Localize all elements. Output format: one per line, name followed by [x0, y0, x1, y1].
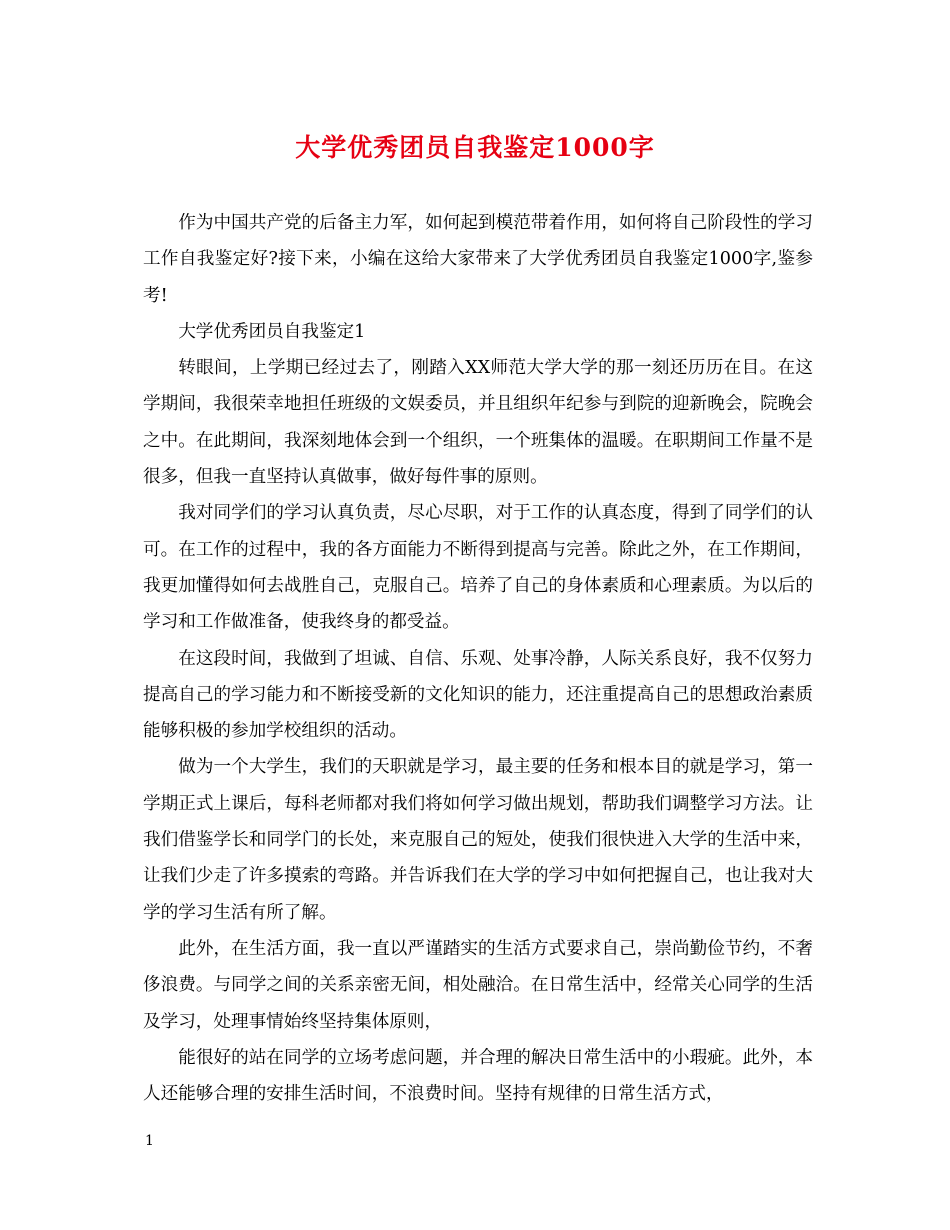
- paragraph-intro: 作为中国共产党的后备主力军，如何起到模范带着作用，如何将自己阶段性的学习工作自我鉴定好?接下来，小编在这给大家带来了大学优秀团员自我鉴定1000字,鉴参考!: [143, 213, 813, 306]
- paragraph: 我对同学们的学习认真负责，尽心尽职，对于工作的认真态度，得到了同学们的认可。在工作的过程中，我的各方面能力不断得到提高与完善。除此之外，在工作期间，我更加懂得如何去战胜自己，克服自己。培养了自己的身体素质和心理素质。为以后的学习和工作做准备，使我终身的都受益。: [143, 503, 813, 633]
- paragraph: 能很好的站在同学的立场考虑问题，并合理的解决日常生活中的小瑕疵。此外，本人还能够合理的安排生活时间，不浪费时间。坚持有规律的日常生活方式，: [143, 1047, 813, 1105]
- paragraph: 做为一个大学生，我们的天职就是学习，最主要的任务和根本目的就是学习，第一学期正式上课后，每科老师都对我们将如何学习做出规划，帮助我们调整学习方法。让我们借鉴学长和同学门的长处，来克服自己的短处，使我们很快进入大学的生活中来，让我们少走了许多摸索的弯路。并告诉我们在大学的学习中如何把握自己，也让我对大学的学习生活有所了解。: [143, 757, 813, 923]
- page-number: 1: [145, 1133, 154, 1149]
- section-heading: 大学优秀团员自我鉴定1: [178, 321, 366, 342]
- document-title: 大学优秀团员自我鉴定1000字: [295, 133, 655, 162]
- paragraph: 在这段时间，我做到了坦诚、自信、乐观、处事冷静，人际关系良好，我不仅努力提高自己的学习能力和不断接受新的文化知识的能力，还注重提高自己的思想政治素质能够积极的参加学校组织的活动。: [143, 648, 813, 742]
- paragraph: 此外，在生活方面，我一直以严谨踏实的生活方式要求自己，崇尚勤俭节约，不奢侈浪费。与同学之间的关系亲密无间，相处融洽。在日常生活中，经常关心同学的生活及学习，处理事情始终坚持集体原则，: [143, 938, 813, 1032]
- paragraph: 转眼间，上学期已经过去了，刚踏入XX师范大学大学的那一刻还历历在目。在这学期间，我很荣幸地担任班级的文娱委员，并且组织年纪参与到院的迎新晚会，院晚会之中。在此期间，我深刻地体会到一个组织，一个班集体的温暖。在职期间工作量不是很多，但我一直坚持认真做事，做好每件事的原则。: [143, 358, 813, 488]
- document-body: [143, 205, 813, 1112]
